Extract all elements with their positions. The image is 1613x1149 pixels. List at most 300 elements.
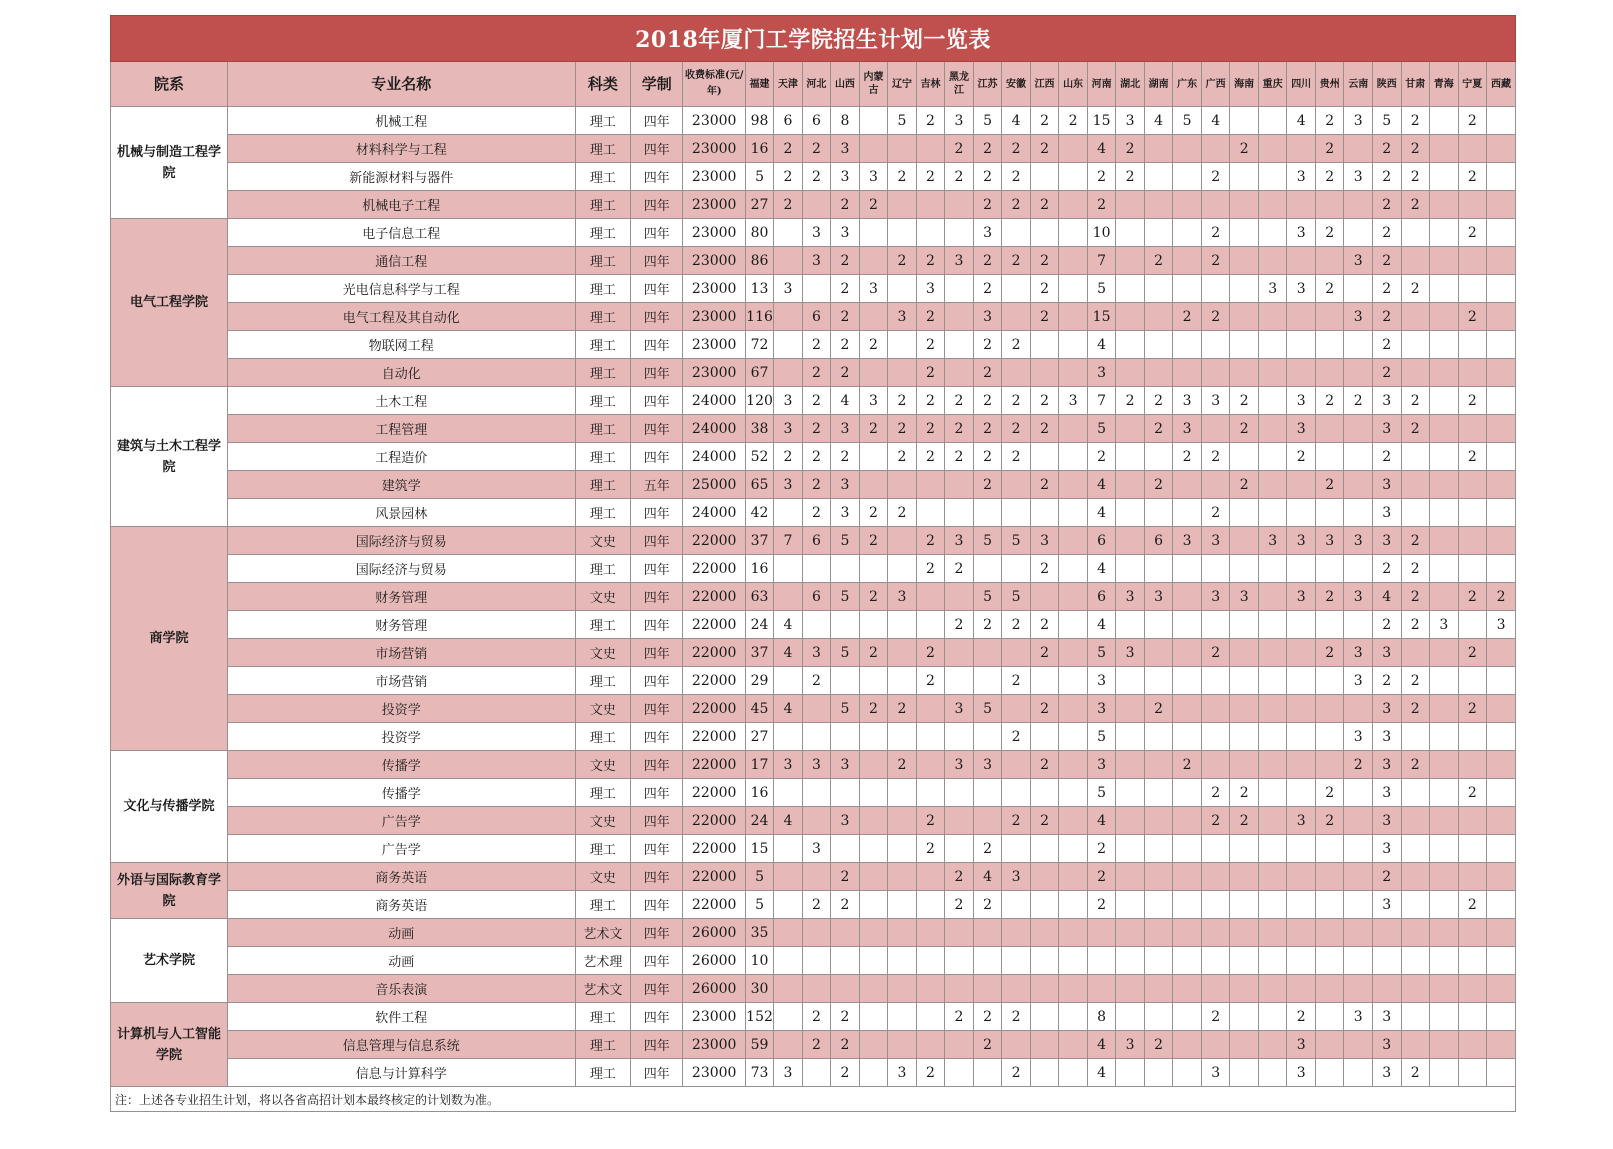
duration-cell: 四年	[631, 163, 683, 191]
quota-cell: 2	[774, 191, 803, 219]
quota-cell: 3	[1287, 1031, 1316, 1059]
quota-cell	[1430, 583, 1459, 611]
quota-cell: 35	[745, 919, 773, 947]
quota-cell	[1258, 219, 1287, 247]
category-cell: 文史	[575, 751, 630, 779]
quota-cell: 2	[831, 1031, 860, 1059]
quota-cell: 5	[831, 695, 860, 723]
quota-cell: 2	[859, 639, 888, 667]
quota-cell: 2	[1116, 387, 1145, 415]
quota-cell: 3	[1344, 1003, 1373, 1031]
quota-cell: 67	[745, 359, 773, 387]
quota-cell	[1258, 443, 1287, 471]
quota-cell	[1315, 555, 1344, 583]
quota-cell: 2	[973, 135, 1002, 163]
quota-cell: 2	[973, 443, 1002, 471]
quota-cell: 4	[1144, 107, 1173, 135]
quota-cell	[1458, 1003, 1487, 1031]
quota-cell	[1287, 975, 1316, 1003]
header-province: 黑龙江	[945, 62, 974, 107]
quota-cell	[1116, 695, 1145, 723]
quota-cell	[1059, 667, 1088, 695]
quota-cell: 2	[831, 331, 860, 359]
quota-cell	[1087, 919, 1116, 947]
quota-cell	[1458, 247, 1487, 275]
quota-cell: 7	[774, 527, 803, 555]
quota-cell	[1430, 1059, 1459, 1087]
quota-cell: 2	[1401, 583, 1430, 611]
quota-cell	[945, 975, 974, 1003]
quota-cell: 29	[745, 667, 773, 695]
quota-cell: 3	[973, 751, 1002, 779]
quota-cell	[888, 191, 917, 219]
category-cell: 文史	[575, 583, 630, 611]
fee-cell: 26000	[683, 947, 745, 975]
quota-cell	[1344, 1059, 1373, 1087]
quota-cell: 3	[1372, 779, 1401, 807]
quota-cell: 2	[831, 247, 860, 275]
quota-cell: 2	[1144, 415, 1173, 443]
quota-cell	[774, 1031, 803, 1059]
quota-cell	[859, 751, 888, 779]
category-cell: 理工	[575, 107, 630, 135]
quota-cell	[1487, 303, 1516, 331]
quota-cell: 5	[745, 863, 773, 891]
quota-cell: 116	[745, 303, 773, 331]
major-cell: 商务英语	[227, 891, 575, 919]
quota-cell	[1487, 107, 1516, 135]
quota-cell	[1230, 639, 1259, 667]
quota-cell	[1230, 163, 1259, 191]
quota-cell: 2	[1087, 163, 1116, 191]
header-province: 内蒙古	[859, 62, 888, 107]
major-cell: 商务英语	[227, 863, 575, 891]
quota-cell	[1201, 191, 1230, 219]
quota-cell	[1287, 499, 1316, 527]
quota-cell	[1230, 107, 1259, 135]
quota-cell: 2	[973, 387, 1002, 415]
quota-cell: 2	[1458, 695, 1487, 723]
quota-cell	[1287, 835, 1316, 863]
quota-cell	[1201, 695, 1230, 723]
quota-cell	[802, 863, 831, 891]
quota-cell	[1116, 247, 1145, 275]
quota-cell	[916, 863, 945, 891]
quota-cell	[1059, 555, 1088, 583]
quota-cell: 2	[1315, 779, 1344, 807]
quota-cell	[1201, 359, 1230, 387]
header-province: 西藏	[1487, 62, 1516, 107]
quota-cell	[1344, 611, 1373, 639]
quota-cell: 3	[1173, 527, 1202, 555]
quota-cell: 3	[1201, 387, 1230, 415]
quota-cell: 6	[774, 107, 803, 135]
quota-cell	[1230, 247, 1259, 275]
quota-cell	[916, 751, 945, 779]
quota-cell	[1059, 331, 1088, 359]
quota-cell: 2	[831, 1003, 860, 1031]
quota-cell: 16	[745, 779, 773, 807]
quota-cell	[1144, 751, 1173, 779]
quota-cell	[1401, 891, 1430, 919]
quota-cell	[1002, 555, 1031, 583]
quota-cell	[1173, 919, 1202, 947]
quota-cell: 3	[1344, 583, 1373, 611]
quota-cell: 3	[802, 751, 831, 779]
quota-cell	[1230, 975, 1259, 1003]
quota-cell	[1030, 1031, 1059, 1059]
quota-cell	[1002, 975, 1031, 1003]
quota-cell: 2	[1315, 163, 1344, 191]
quota-cell	[1401, 723, 1430, 751]
quota-cell: 27	[745, 191, 773, 219]
quota-cell	[1258, 387, 1287, 415]
quota-cell	[1344, 807, 1373, 835]
quota-cell	[1344, 191, 1373, 219]
quota-cell	[1144, 891, 1173, 919]
quota-cell	[1116, 863, 1145, 891]
quota-cell: 2	[1201, 303, 1230, 331]
quota-cell: 3	[1258, 527, 1287, 555]
quota-cell	[1487, 415, 1516, 443]
quota-cell: 2	[1372, 555, 1401, 583]
quota-cell: 2	[888, 163, 917, 191]
quota-cell	[1116, 443, 1145, 471]
quota-cell	[1002, 947, 1031, 975]
quota-cell	[1230, 751, 1259, 779]
duration-cell: 五年	[631, 471, 683, 499]
quota-cell: 2	[1002, 723, 1031, 751]
quota-cell	[859, 1059, 888, 1087]
header-province: 福建	[745, 62, 773, 107]
quota-cell	[1458, 135, 1487, 163]
quota-cell: 4	[1087, 499, 1116, 527]
quota-cell	[1002, 835, 1031, 863]
quota-cell	[774, 1003, 803, 1031]
quota-cell	[1059, 695, 1088, 723]
quota-cell	[945, 919, 974, 947]
quota-cell	[1173, 1003, 1202, 1031]
quota-cell	[859, 975, 888, 1003]
quota-cell: 2	[1372, 275, 1401, 303]
quota-cell	[1173, 835, 1202, 863]
quota-cell: 3	[831, 163, 860, 191]
quota-cell	[859, 303, 888, 331]
quota-cell	[1487, 919, 1516, 947]
quota-cell: 2	[774, 135, 803, 163]
quota-cell	[1087, 975, 1116, 1003]
quota-cell: 3	[888, 1059, 917, 1087]
quota-cell	[831, 919, 860, 947]
quota-cell	[1430, 807, 1459, 835]
quota-cell: 2	[1201, 1003, 1230, 1031]
fee-cell: 22000	[683, 779, 745, 807]
duration-cell: 四年	[631, 219, 683, 247]
quota-cell: 2	[916, 163, 945, 191]
quota-cell	[916, 471, 945, 499]
major-cell: 财务管理	[227, 583, 575, 611]
table-row	[111, 387, 1516, 415]
quota-cell: 2	[802, 667, 831, 695]
major-cell: 风景园林	[227, 499, 575, 527]
quota-cell: 2	[1458, 219, 1487, 247]
table-row	[111, 219, 1516, 247]
quota-cell: 2	[859, 583, 888, 611]
quota-cell	[774, 331, 803, 359]
quota-cell	[945, 1059, 974, 1087]
quota-cell: 3	[1116, 1031, 1145, 1059]
quota-cell	[859, 667, 888, 695]
quota-cell	[859, 779, 888, 807]
category-cell: 理工	[575, 247, 630, 275]
quota-cell	[1401, 443, 1430, 471]
quota-cell	[859, 863, 888, 891]
quota-cell	[1116, 947, 1145, 975]
quota-cell	[1002, 219, 1031, 247]
fee-cell: 22000	[683, 527, 745, 555]
quota-cell	[1258, 947, 1287, 975]
enrollment-plan-table	[110, 15, 1516, 1112]
quota-cell	[774, 667, 803, 695]
quota-cell: 98	[745, 107, 773, 135]
quota-cell	[945, 331, 974, 359]
duration-cell: 四年	[631, 443, 683, 471]
quota-cell	[1059, 947, 1088, 975]
quota-cell	[1173, 667, 1202, 695]
quota-cell	[1116, 303, 1145, 331]
quota-cell	[1487, 443, 1516, 471]
quota-cell	[1116, 723, 1145, 751]
quota-cell	[1430, 219, 1459, 247]
fee-cell: 22000	[683, 611, 745, 639]
quota-cell	[1173, 863, 1202, 891]
quota-cell	[1430, 163, 1459, 191]
quota-cell: 3	[1372, 1003, 1401, 1031]
quota-cell: 42	[745, 499, 773, 527]
quota-cell: 73	[745, 1059, 773, 1087]
quota-cell	[1458, 723, 1487, 751]
quota-cell	[1344, 891, 1373, 919]
quota-cell	[1230, 555, 1259, 583]
quota-cell	[859, 891, 888, 919]
category-cell: 理工	[575, 191, 630, 219]
quota-cell	[859, 807, 888, 835]
category-cell: 理工	[575, 891, 630, 919]
quota-cell	[1230, 891, 1259, 919]
major-cell: 工程管理	[227, 415, 575, 443]
table-row	[111, 667, 1516, 695]
major-cell: 传播学	[227, 779, 575, 807]
quota-cell: 2	[1002, 611, 1031, 639]
quota-cell	[859, 219, 888, 247]
quota-cell	[888, 611, 917, 639]
quota-cell: 3	[831, 751, 860, 779]
quota-cell: 10	[745, 947, 773, 975]
quota-cell: 2	[916, 639, 945, 667]
duration-cell: 四年	[631, 499, 683, 527]
quota-cell: 2	[1116, 135, 1145, 163]
header-province: 四川	[1287, 62, 1316, 107]
quota-cell: 3	[1287, 275, 1316, 303]
duration-cell: 四年	[631, 387, 683, 415]
quota-cell: 3	[1344, 723, 1373, 751]
major-cell: 国际经济与贸易	[227, 555, 575, 583]
quota-cell	[774, 919, 803, 947]
duration-cell: 四年	[631, 751, 683, 779]
quota-cell	[945, 275, 974, 303]
quota-cell	[916, 891, 945, 919]
quota-cell	[1173, 471, 1202, 499]
table-body	[111, 107, 1516, 1087]
quota-cell: 2	[1144, 387, 1173, 415]
major-cell: 电气工程及其自动化	[227, 303, 575, 331]
major-cell: 信息与计算科学	[227, 1059, 575, 1087]
quota-cell: 6	[802, 107, 831, 135]
quota-cell	[1116, 471, 1145, 499]
quota-cell	[1401, 247, 1430, 275]
quota-cell	[774, 499, 803, 527]
quota-cell: 2	[1030, 107, 1059, 135]
quota-cell	[888, 555, 917, 583]
quota-cell: 2	[1372, 303, 1401, 331]
quota-cell: 2	[1087, 443, 1116, 471]
quota-cell: 2	[1315, 107, 1344, 135]
quota-cell	[1173, 359, 1202, 387]
quota-cell	[1144, 331, 1173, 359]
quota-cell: 3	[1230, 583, 1259, 611]
quota-cell: 2	[1401, 527, 1430, 555]
quota-cell: 2	[774, 443, 803, 471]
header-duration: 学制	[631, 62, 683, 107]
quota-cell: 2	[802, 499, 831, 527]
header-province: 海南	[1230, 62, 1259, 107]
quota-cell: 2	[831, 303, 860, 331]
quota-cell	[1030, 863, 1059, 891]
quota-cell: 30	[745, 975, 773, 1003]
quota-cell	[1258, 919, 1287, 947]
quota-cell	[945, 807, 974, 835]
quota-cell	[1315, 975, 1344, 1003]
duration-cell: 四年	[631, 807, 683, 835]
quota-cell: 3	[1087, 695, 1116, 723]
quota-cell: 3	[1258, 275, 1287, 303]
quota-cell: 3	[1372, 1059, 1401, 1087]
quota-cell: 5	[1002, 583, 1031, 611]
quota-cell: 8	[1087, 1003, 1116, 1031]
quota-cell	[1458, 667, 1487, 695]
category-cell: 文史	[575, 863, 630, 891]
quota-cell: 3	[945, 527, 974, 555]
duration-cell: 四年	[631, 835, 683, 863]
quota-cell	[1430, 359, 1459, 387]
quota-cell	[774, 947, 803, 975]
quota-cell: 2	[1458, 891, 1487, 919]
quota-cell: 24	[745, 807, 773, 835]
quota-cell	[1258, 779, 1287, 807]
quota-cell	[1201, 331, 1230, 359]
duration-cell: 四年	[631, 639, 683, 667]
fee-cell: 22000	[683, 723, 745, 751]
quota-cell: 2	[1401, 415, 1430, 443]
duration-cell: 四年	[631, 331, 683, 359]
major-cell: 市场营销	[227, 639, 575, 667]
quota-cell: 2	[916, 107, 945, 135]
quota-cell: 3	[916, 275, 945, 303]
quota-cell	[973, 499, 1002, 527]
quota-cell	[1144, 919, 1173, 947]
major-cell: 传播学	[227, 751, 575, 779]
quota-cell: 2	[1372, 667, 1401, 695]
quota-cell	[1401, 359, 1430, 387]
quota-cell	[1458, 975, 1487, 1003]
quota-cell: 65	[745, 471, 773, 499]
quota-cell	[1002, 303, 1031, 331]
quota-cell: 3	[1372, 415, 1401, 443]
quota-cell	[1059, 303, 1088, 331]
quota-cell: 17	[745, 751, 773, 779]
duration-cell: 四年	[631, 1031, 683, 1059]
quota-cell	[1116, 611, 1145, 639]
duration-cell: 四年	[631, 415, 683, 443]
quota-cell: 3	[1372, 499, 1401, 527]
quota-cell	[1430, 919, 1459, 947]
quota-cell	[1458, 947, 1487, 975]
quota-cell: 2	[945, 891, 974, 919]
quota-cell	[888, 779, 917, 807]
quota-cell: 2	[973, 1031, 1002, 1059]
quota-cell: 3	[1201, 1059, 1230, 1087]
quota-cell: 2	[973, 611, 1002, 639]
quota-cell: 2	[1372, 135, 1401, 163]
quota-cell	[1430, 975, 1459, 1003]
quota-cell: 2	[1173, 303, 1202, 331]
quota-cell	[1315, 695, 1344, 723]
quota-cell	[831, 779, 860, 807]
quota-cell	[1173, 499, 1202, 527]
table-row	[111, 807, 1516, 835]
quota-cell: 2	[1144, 247, 1173, 275]
quota-cell: 4	[831, 387, 860, 415]
quota-cell: 2	[859, 415, 888, 443]
quota-cell	[888, 639, 917, 667]
quota-cell: 3	[945, 751, 974, 779]
header-province: 辽宁	[888, 62, 917, 107]
quota-cell	[1430, 247, 1459, 275]
quota-cell	[1287, 863, 1316, 891]
duration-cell: 四年	[631, 555, 683, 583]
quota-cell: 3	[1372, 1031, 1401, 1059]
quota-cell: 5	[831, 527, 860, 555]
major-cell: 广告学	[227, 807, 575, 835]
quota-cell: 3	[1144, 583, 1173, 611]
quota-cell: 2	[1401, 611, 1430, 639]
quota-cell: 3	[888, 583, 917, 611]
quota-cell: 5	[1173, 107, 1202, 135]
quota-cell	[1059, 135, 1088, 163]
quota-cell: 2	[1087, 863, 1116, 891]
quota-cell: 5	[745, 163, 773, 191]
quota-cell: 2	[1173, 751, 1202, 779]
quota-cell: 2	[1030, 639, 1059, 667]
quota-cell: 7	[1087, 247, 1116, 275]
quota-cell: 3	[1430, 611, 1459, 639]
quota-cell	[1401, 639, 1430, 667]
quota-cell: 2	[945, 135, 974, 163]
quota-cell	[1230, 275, 1259, 303]
quota-cell	[1344, 415, 1373, 443]
quota-cell	[1258, 695, 1287, 723]
quota-cell	[1030, 723, 1059, 751]
